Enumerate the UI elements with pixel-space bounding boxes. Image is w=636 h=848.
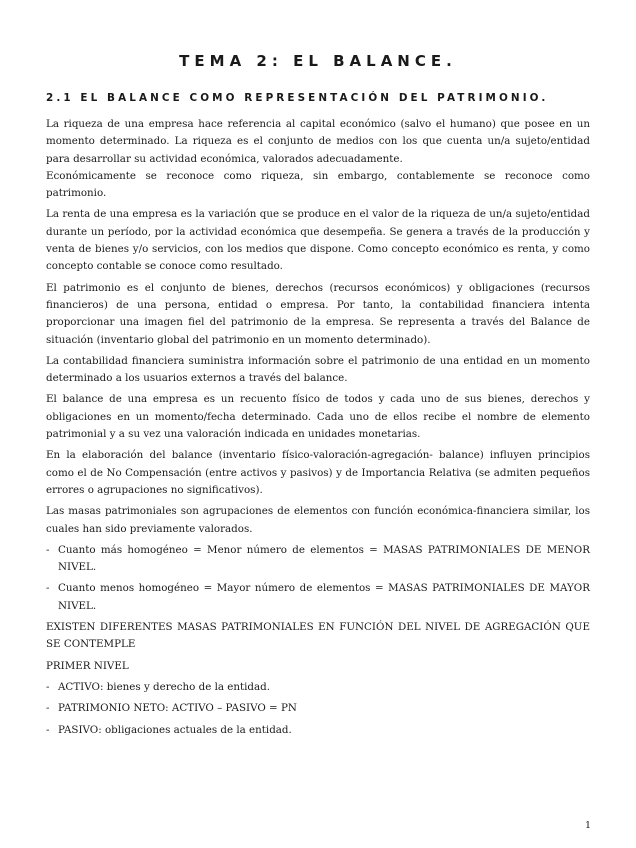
bullet-dash: - — [46, 582, 50, 595]
list-item-text: Cuanto menos homogéneo = Mayor número de elementos = MASAS PATRIMONIALES DE MAYOR NIVEL. — [58, 582, 590, 612]
bullet-dash: - — [46, 543, 50, 556]
page-title: TEMA 2: EL BALANCE. — [179, 52, 457, 70]
first-level-heading: PRIMER NIVEL — [46, 659, 129, 672]
bullet-dash: - — [46, 723, 50, 736]
page-number: 1 — [585, 820, 592, 831]
list-item — [46, 679, 590, 696]
bullet-dash: - — [46, 702, 50, 715]
list-item — [46, 722, 590, 739]
section-heading: 2.1 EL BALANCE COMO REPRESENTACIÓN DEL PATRIMONIO. — [46, 92, 549, 104]
aggregation-statement: EXISTEN DIFERENTES MASAS PATRIMONIALES EN FUNCIÓN DEL NIVEL DE AGREGACIÓN QUE SE CONTEMPLE — [46, 621, 590, 651]
paragraph-riqueza: La riqueza de una empresa hace referencia al capital económico (salvo el humano) que posee en un momento determinado. La riqueza es el conjunto de medios con los que cuenta un/a sujeto/entidad para desarrollar su actividad económica, valorados adecuadamente. — [46, 118, 590, 165]
paragraph-masas: Las masas patrimoniales son agrupaciones de elementos con función económica-financiera similar, los cuales han sido previamente valorados. — [46, 505, 590, 535]
paragraph-contabilidad: La contabilidad financiera suministra información sobre el patrimonio de una entidad en un momento determinado a los usuarios externos a través del balance. — [46, 354, 590, 385]
paragraph-patrimonio-note: Económicamente se reconoce como riqueza, sin embargo, contablemente se reconoce como patrimonio. — [46, 169, 590, 200]
document-body — [46, 116, 590, 743]
list-item-text: Cuanto más homogéneo = Menor número de elementos = MASAS PATRIMONIALES DE MENOR NIVEL. — [58, 543, 590, 574]
paragraph-renta: La renta de una empresa es la variación que se produce en el valor de la riqueza de un/a sujeto/entidad durante un período, por la actividad económica que desempeña. Se genera a través de la producción y venta de bienes y/o servicios, con los medios que dispone. Como concepto económico es renta, y como concepto contable se conoce como resultado. — [46, 208, 590, 273]
homogeneity-list — [46, 542, 590, 615]
bullet-dash: - — [46, 680, 50, 693]
list-item — [46, 580, 590, 615]
paragraph-principios: En la elaboración del balance (inventario físico-valoración-agregación- balance) influyen principios como el de No Compensación (entre activos y pasivos) y de Importancia Relativa (se admiten pequeños errores o agrupaciones no significativos). — [46, 449, 590, 496]
paragraph-balance: El balance de una empresa es un recuento físico de todos y cada uno de sus bienes, derechos y obligaciones en un momento/fecha determinado. Cada uno de ellos recibe el nombre de elemento patrimonial y a su vez una valoración indicada en unidades monetarias. — [46, 393, 590, 441]
list-item-text: ACTIVO: bienes y derecho de la entidad. — [58, 680, 271, 693]
list-item-text: PASIVO: obligaciones actuales de la entidad. — [58, 723, 292, 736]
first-level-list — [46, 679, 590, 739]
paragraph-patrimonio: El patrimonio es el conjunto de bienes, derechos (recursos económicos) y obligaciones (recursos financieros) de una persona, entidad o empresa. Por tanto, la contabilidad financiera intenta proporcionar una imagen fiel del patrimonio de la empresa. Se representa a través del Balance de situación (inventario global del patrimonio en un momento determinado). — [46, 281, 590, 346]
list-item — [46, 542, 590, 577]
list-item-text: PATRIMONIO NETO: ACTIVO – PASIVO = PN — [58, 702, 297, 715]
list-item — [46, 700, 590, 717]
